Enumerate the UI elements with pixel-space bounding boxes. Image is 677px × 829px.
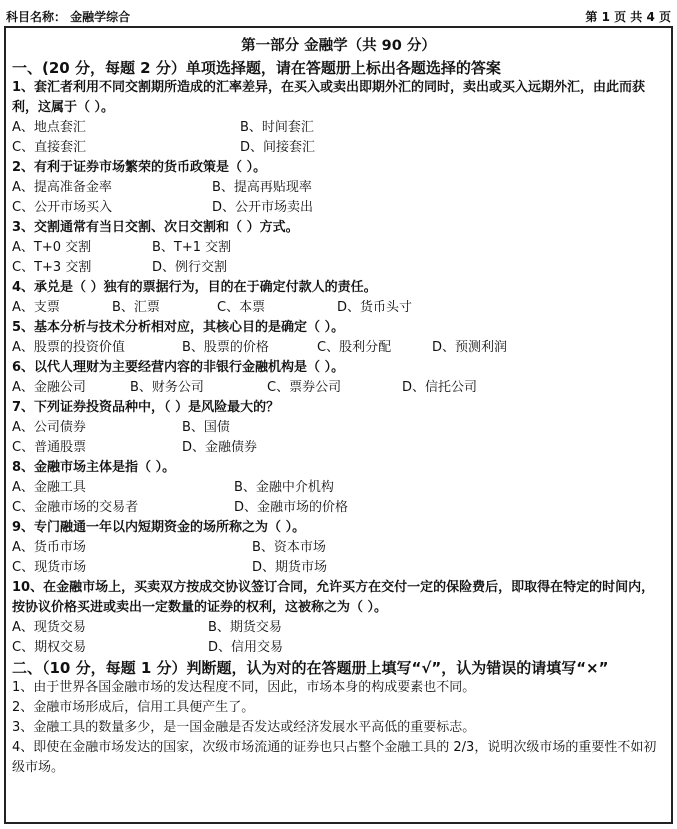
judgement-item: 3、金融工具的数量多少，是一国金融是否发达或经济发展水平高低的重要标志。 (12, 720, 476, 735)
answer-option: C、金融市场的交易者 (12, 500, 139, 515)
question-stem: 2、有利于证券市场繁荣的货币政策是（ ）。 (12, 160, 267, 175)
answer-option: D、期货市场 (252, 560, 328, 575)
answer-option: C、T+3 交割 (12, 260, 92, 275)
option-row (12, 418, 665, 438)
answer-option: B、股票的价格 (182, 340, 269, 355)
answer-option: B、财务公司 (130, 380, 204, 395)
answer-option: D、间接套汇 (240, 140, 316, 155)
subject-name: 科目名称： 金融学综合 (6, 10, 131, 24)
answer-option: D、例行交割 (152, 260, 228, 275)
section1-questions (12, 78, 665, 658)
answer-option: A、提高准备金率 (12, 180, 112, 195)
option-row (12, 498, 665, 518)
answer-option: A、T+0 交割 (12, 240, 92, 255)
option-row (12, 558, 665, 578)
answer-option: A、股票的投资价值 (12, 340, 125, 355)
question-stem: 7、下列证券投资品种中，（ ）是风险最大的？ (12, 400, 280, 415)
answer-option: D、信用交易 (208, 640, 284, 655)
option-row (12, 438, 665, 458)
question-stem: 6、以代人理财为主要经营内容的非银行金融机构是（ ）。 (12, 360, 345, 375)
answer-option: D、预测利润 (432, 340, 508, 355)
answer-option: D、货币头寸 (337, 300, 413, 315)
answer-option: A、金融工具 (12, 480, 86, 495)
judgement-item: 2、金融市场形成后，信用工具便产生了。 (12, 700, 255, 715)
answer-option: C、期权交易 (12, 640, 87, 655)
answer-option: C、本票 (217, 300, 266, 315)
option-row (12, 238, 665, 258)
answer-option: A、金融公司 (12, 380, 86, 395)
option-row (12, 138, 665, 158)
answer-option: A、现货交易 (12, 620, 86, 635)
answer-option: A、货币市场 (12, 540, 86, 555)
option-row (12, 178, 665, 198)
answer-option: B、T+1 交割 (152, 240, 232, 255)
section1-heading: 一、(20 分，每题 2 分）单项选择题，请在答题册上标出各题选择的答案 (12, 59, 501, 77)
judgement-item: 1、由于世界各国金融市场的发达程度不同，因此，市场本身的构成要素也不同。 (12, 680, 476, 695)
answer-option: B、国债 (182, 420, 230, 435)
option-row (12, 378, 665, 398)
option-row (12, 478, 665, 498)
page-header (6, 5, 671, 27)
answer-option: B、时间套汇 (240, 120, 314, 135)
option-row (12, 338, 665, 358)
answer-option: B、资本市场 (252, 540, 326, 555)
option-row (12, 618, 665, 638)
answer-option: C、直接套汇 (12, 140, 87, 155)
answer-option: C、股利分配 (317, 340, 392, 355)
question-stem: 3、交割通常有当日交割、次日交割和（ ）方式。 (12, 220, 299, 235)
question-stem: 5、基本分析与技术分析相对应，其核心目的是确定（ ）。 (12, 320, 345, 335)
option-row (12, 638, 665, 658)
answer-option: B、提高再贴现率 (212, 180, 312, 195)
option-row (12, 538, 665, 558)
answer-option: A、地点套汇 (12, 120, 86, 135)
answer-option: B、金融中介机构 (234, 480, 334, 495)
question-stem: 8、金融市场主体是指（ ）。 (12, 460, 176, 475)
answer-option: C、普通股票 (12, 440, 87, 455)
option-row (12, 118, 665, 138)
question-stem: 9、专门融通一年以内短期资金的场所称之为（ ）。 (12, 520, 306, 535)
option-row (12, 198, 665, 218)
answer-option: C、公开市场买入 (12, 200, 113, 215)
question-stem: 4、承兑是（ ）独有的票据行为，目的在于确定付款人的责任。 (12, 280, 377, 295)
question-stem: 10、在金融市场上，买卖双方按成交协议签订合同，允许买方在交付一定的保险费后，即取得在特定的时间内，按协议价格买进或卖出一定数量的证券的权利，这被称之为（ ）。 (12, 580, 655, 615)
option-row (12, 298, 665, 318)
section2-heading: 二、（10 分，每题 1 分）判断题，认为对的在答题册上填写“√”，认为错误的请填写“×” (12, 659, 609, 677)
answer-option: D、信托公司 (402, 380, 478, 395)
judgement-item: 4、即使在金融市场发达的国家，次级市场流通的证券也只占整个金融工具的 2/3，说明次级市场的重要性不如初级市场。 (12, 740, 657, 775)
answer-option: D、金融市场的价格 (234, 500, 349, 515)
page-number: 第 1 页 共 4 页 (585, 10, 671, 24)
exam-frame (4, 26, 673, 824)
answer-option: B、期货交易 (208, 620, 282, 635)
answer-option: D、金融债券 (182, 440, 258, 455)
section2-items (12, 678, 665, 778)
option-row (12, 258, 665, 278)
answer-option: B、汇票 (112, 300, 160, 315)
answer-option: A、支票 (12, 300, 60, 315)
answer-option: C、票券公司 (267, 380, 342, 395)
answer-option: D、公开市场卖出 (212, 200, 314, 215)
answer-option: A、公司债券 (12, 420, 86, 435)
answer-option: C、现货市场 (12, 560, 87, 575)
question-stem: 1、套汇者利用不同交割期所造成的汇率差异，在买入或卖出即期外汇的同时，卖出或买入远期外汇，由此而获利，这属于（ ）。 (12, 80, 646, 115)
part-title: 第一部分 金融学（共 90 分） (241, 38, 436, 54)
